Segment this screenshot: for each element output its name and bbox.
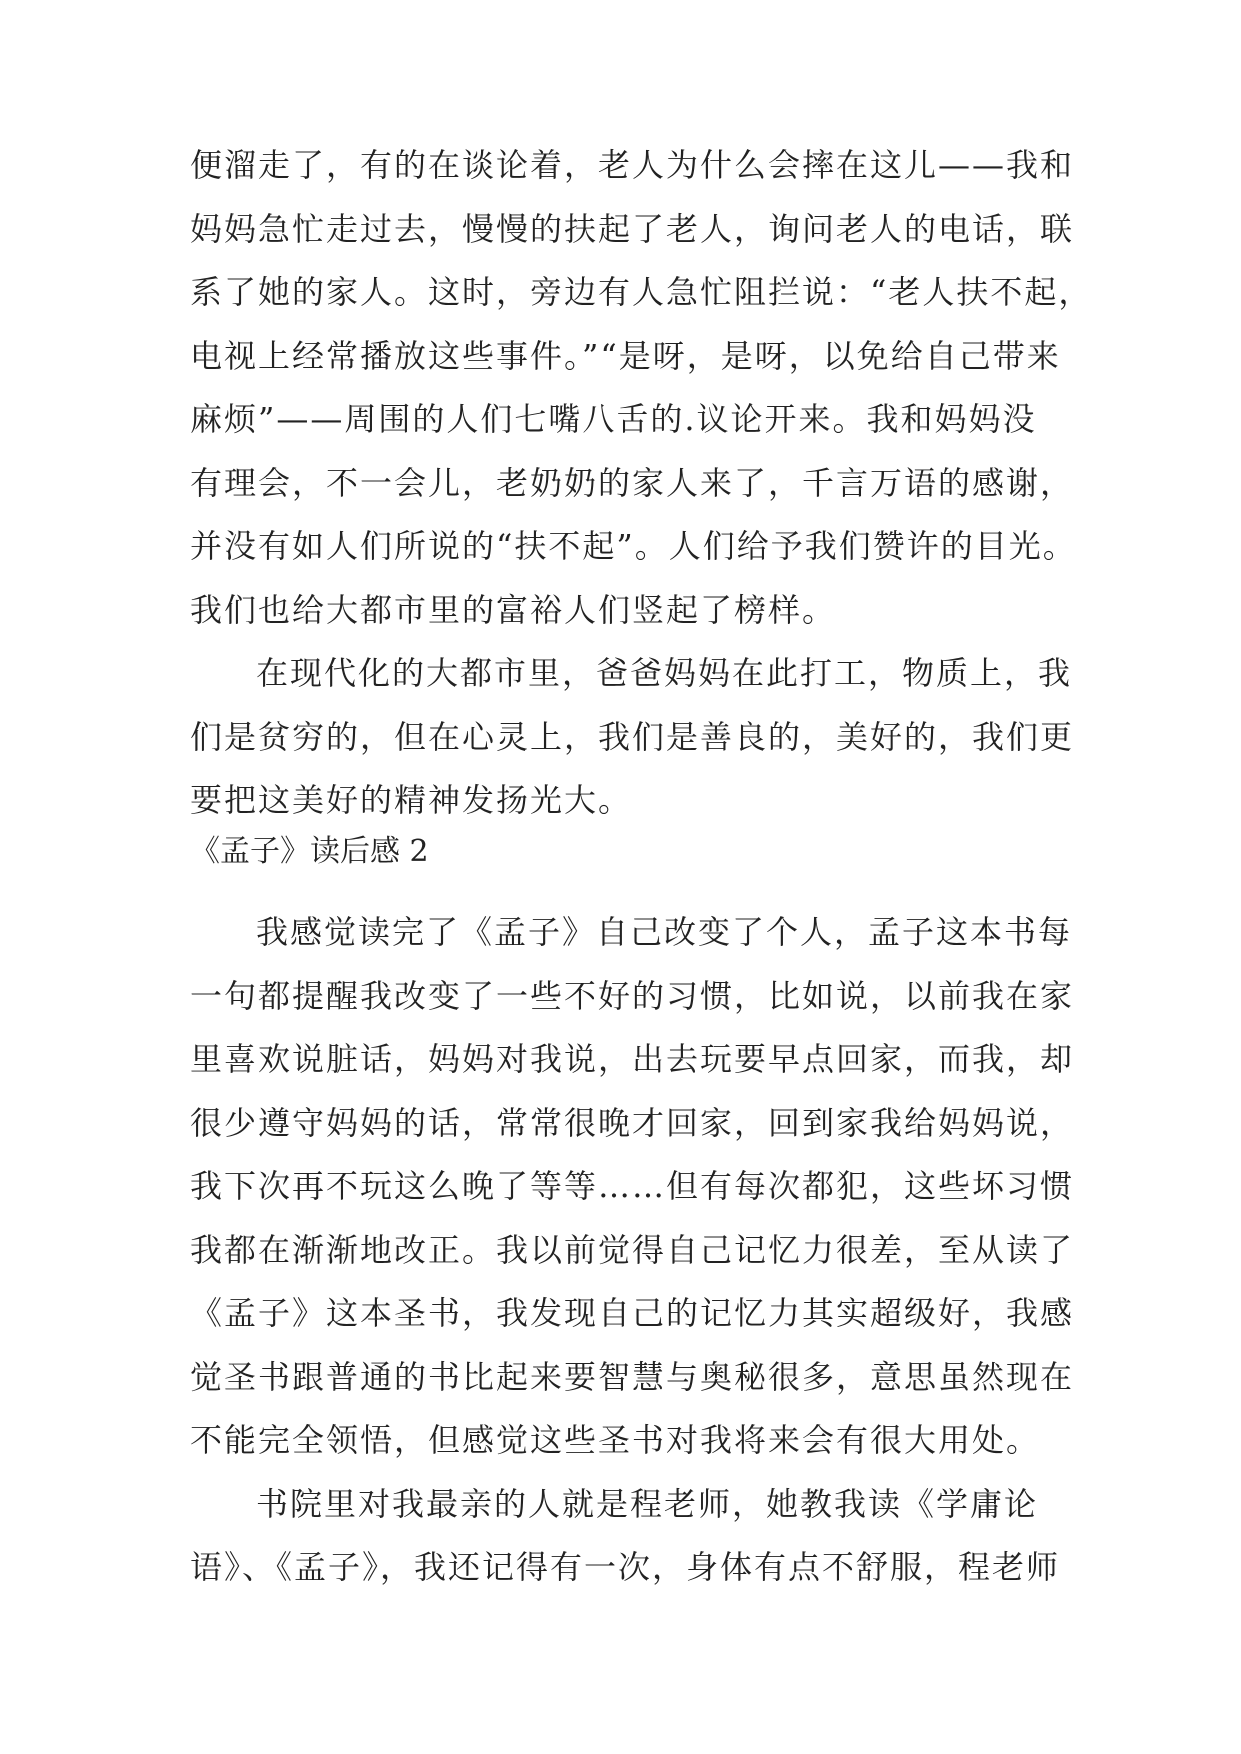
text-line: 语》、《孟子》，我还记得有一次，身体有点不舒服，程老师 <box>190 1548 1061 1586</box>
text-line: 觉圣书跟普通的书比起来要智慧与奥秘很多，意思虽然现在 <box>190 1357 1075 1396</box>
text-line: 电视上经常播放这些事件。”“是呀，是呀，以免给自己带来 <box>190 336 1061 375</box>
text-line: 系了她的家人。这时，旁边有人急忙阻拦说：“老人扶不起， <box>190 273 1093 311</box>
text-line: 我感觉读完了《孟子》自己改变了个人，孟子这本书每 <box>256 913 1073 951</box>
text-line: 我们也给大都市里的富裕人们竖起了榜样。 <box>190 590 837 629</box>
text-line: 书院里对我最亲的人就是程老师，她教我读《学庸论 <box>256 1484 1039 1523</box>
text-line: 里喜欢说脏话，妈妈对我说，出去玩要早点回家，而我，却 <box>190 1040 1075 1078</box>
text-line: 有理会，不一会儿，老奶奶的家人来了，千言万语的感谢， <box>190 463 1075 502</box>
body-section-2 <box>190 901 1075 1600</box>
text-line: 我下次再不玩这么晚了等等……但有每次都犯，这些坏习惯 <box>190 1167 1075 1205</box>
text-line: 并没有如人们所说的“扶不起”。人们给予我们赞许的目光。 <box>190 527 1077 565</box>
text-line: 妈妈急忙走过去，慢慢的扶起了老人，询问老人的电话，联 <box>190 209 1075 248</box>
text-line: 麻烦”——周围的人们七嘴八舌的.议论开来。我和妈妈没 <box>190 400 1037 438</box>
text-line: 不能完全领悟，但感觉这些圣书对我将来会有很大用处。 <box>190 1421 1041 1459</box>
text-line: 一句都提醒我改变了一些不好的习惯，比如说，以前我在家 <box>190 976 1075 1015</box>
text-line: 们是贫穷的，但在心灵上，我们是善良的，美好的，我们更 <box>190 717 1075 756</box>
section-heading: 《孟子》读后感 2 <box>190 834 429 869</box>
body-section-1 <box>190 134 1093 833</box>
text-line: 《孟子》这本圣书，我发现自己的记忆力其实超级好，我感 <box>190 1294 1075 1332</box>
text-line: 要把这美好的精神发扬光大。 <box>190 781 633 819</box>
text-line: 我都在渐渐地改正。我以前觉得自己记忆力很差，至从读了 <box>190 1230 1075 1269</box>
text-line: 在现代化的大都市里，爸爸妈妈在此打工，物质上，我 <box>256 654 1073 692</box>
text-line: 很少遵守妈妈的话，常常很晚才回家，回到家我给妈妈说， <box>190 1103 1075 1142</box>
text-line: 便溜走了，有的在谈论着，老人为什么会摔在这儿——我和 <box>190 146 1075 184</box>
